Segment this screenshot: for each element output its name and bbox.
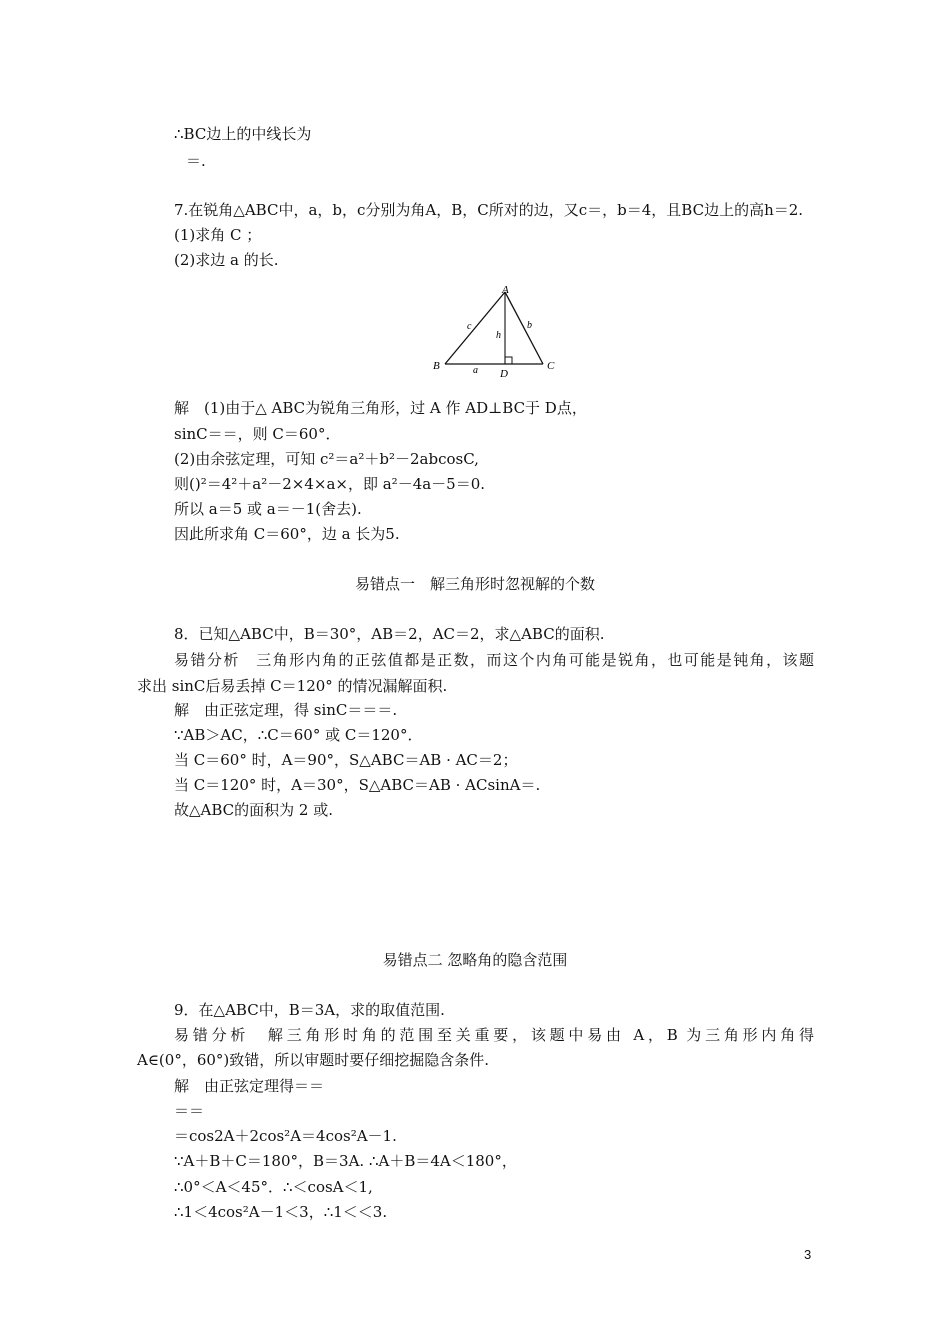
solution-line: ∴0°＜A＜45°．∴＜cosA＜1, [174, 1178, 373, 1196]
solution-line: 所以 a＝5 或 a＝－1(舍去). [174, 500, 362, 518]
label-side-c: c [467, 321, 472, 332]
right-angle-mark [505, 357, 512, 364]
label-side-b: b [527, 320, 532, 331]
question-7: 7.在锐角△ABC中，a，b，c分别为角A，B，C所对的边，又c＝，b＝4，且BC边上的高h＝2. [174, 201, 804, 219]
label-side-a: a [473, 365, 478, 376]
text-line: ∴BC边上的中线长为 [174, 125, 312, 143]
error-analysis-line: 易错分析 解三角形时角的范围至关重要，该题中易由 A，B 为三角形内角得 [174, 1026, 814, 1044]
solution-line: 当 C＝60° 时，A＝90°，S△ABC＝AB · AC＝2； [174, 751, 518, 769]
text-line: ＝. [186, 152, 206, 170]
question-8: 8．已知△ABC中，B＝30°，AB＝2，AC＝2，求△ABC的面积. [174, 625, 605, 643]
solution-line: 故△ABC的面积为 2 或. [174, 801, 333, 819]
error-analysis-line: A∈(0°，60°)致错，所以审题时要仔细挖掘隐含条件. [137, 1051, 490, 1069]
solution-line: ∵AB＞AC，∴C＝60° 或 C＝120°． [174, 726, 423, 744]
question-9: 9．在△ABC中，B＝3A，求的取值范围. [174, 1001, 445, 1019]
triangle-figure [425, 283, 565, 381]
question-7-part-1: (1)求角 C ； [174, 226, 262, 244]
solution-line: ∴1＜4cos²A－1＜3，∴1＜＜3. [174, 1203, 388, 1221]
error-analysis-line: 求出 sinC后易丢掉 C＝120° 的情况漏解面积. [137, 677, 448, 695]
error-analysis-line: 易错分析 三角形内角的正弦值都是正数，而这个内角可能是锐角，也可能是钝角，该题 [174, 651, 814, 669]
solution-line: 解 由正弦定理得＝＝ [174, 1077, 325, 1095]
solution-line: sinC＝＝，则 C＝60°． [174, 425, 341, 443]
solution-line: ＝cos2A＋2cos²A＝4cos²A－1. [174, 1127, 397, 1145]
solution-line: 当 C＝120° 时，A＝30°，S△ABC＝AB · ACsinA＝. [174, 776, 541, 794]
solution-line: ∵A＋B＋C＝180°，B＝3A. ∴A＋B＝4A＜180°， [174, 1152, 517, 1170]
solution-line: 解 (1)由于△ ABC为锐角三角形，过 A 作 AD⊥BC于 D点， [174, 399, 587, 417]
label-b-vertex: B [433, 360, 440, 372]
label-d-point: D [500, 368, 508, 380]
solution-line: (2)由余弦定理，可知 c²＝a²＋b²－2abcosC, [174, 450, 479, 468]
page-number: 3 [804, 1247, 812, 1262]
section-heading-2: 易错点二 忽略角的隐含范围 [382, 951, 568, 969]
section-heading-1: 易错点一 解三角形时忽视解的个数 [354, 575, 595, 593]
side-ab [445, 292, 505, 364]
solution-line: ＝＝ [174, 1102, 205, 1120]
label-c-vertex: C [547, 360, 555, 372]
solution-line: 则()²＝4²＋a²－2×4×a×，即 a²－4a－5＝0. [174, 475, 486, 493]
side-ac [505, 292, 543, 364]
solution-line: 因此所求角 C＝60°，边 a 长为5. [174, 525, 400, 543]
question-7-part-2: (2)求边 a 的长. [174, 251, 279, 269]
label-height-h: h [496, 330, 501, 341]
label-a-vertex: A [502, 284, 509, 296]
solution-line: 解 由正弦定理，得 sinC＝＝＝. [174, 701, 398, 719]
